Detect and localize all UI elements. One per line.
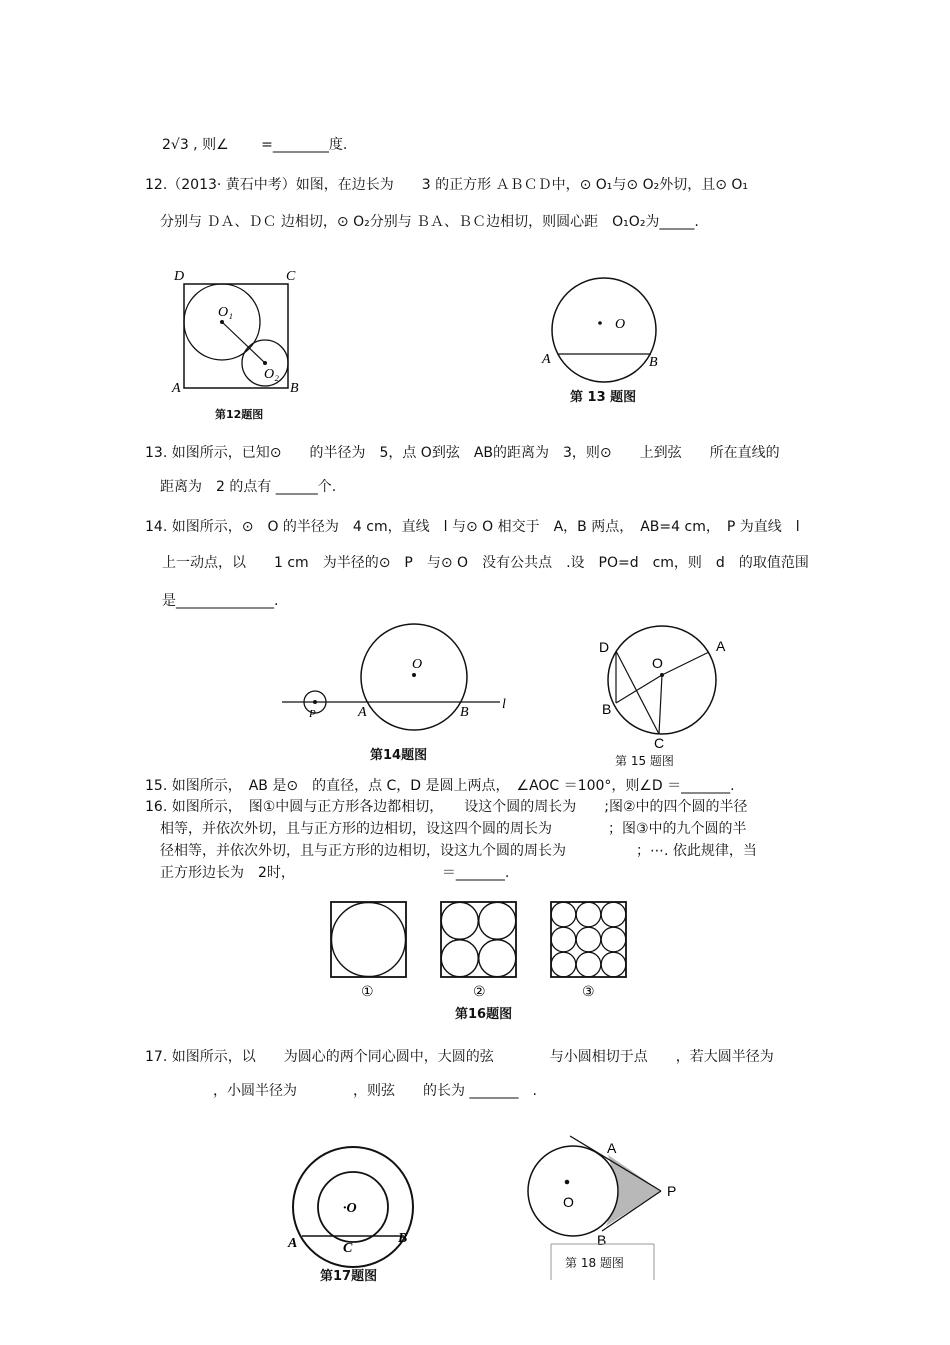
fig15-label-o: O	[652, 655, 663, 671]
fig16-label-1: ①	[361, 983, 374, 999]
fig12-label-c: C	[286, 269, 296, 284]
q16-line-4: 正方形边长为 2时， ＝_______.	[160, 865, 510, 881]
fig15-label-b: B	[602, 701, 612, 717]
fig14-caption: 第14题图	[370, 748, 428, 763]
fig12-caption: 第12题图	[215, 408, 264, 421]
fig16-label-3: ③	[582, 983, 595, 999]
fig12-label-d: D	[174, 269, 185, 284]
fig15-diagram	[592, 618, 732, 758]
fig16-label-2: ②	[473, 983, 486, 999]
q16-line-1: 16. 如图所示， 图①中圆与正方形各边都相切， 设这个圆的周长为 ;图②中的四个圆的半径	[145, 799, 748, 815]
fig15-caption: 第 15 题图	[615, 754, 674, 768]
fig14-label-l: l	[502, 697, 506, 712]
fig16-diagram	[325, 898, 635, 998]
q12-line-2: 分别与 ＤＡ、ＤＣ 边相切，⊙ O₂分别与 ＢＡ、ＢＣ边相切，则圆心距 O₁O₂为_____.	[160, 214, 699, 230]
fig17-label-a: A	[288, 1236, 298, 1251]
fig15-label-a: A	[716, 638, 726, 654]
fig12-label-o1: O₁	[218, 305, 233, 320]
fig14-label-p: P	[309, 708, 316, 720]
fig15-label-c: C	[654, 735, 665, 751]
q17-line-2: ，小圆半径为 ，则弦 的长为 _______ .	[213, 1083, 537, 1099]
q16-line-2: 相等，并依次外切，且与正方形的边相切，设这四个圆的周长为 ；图③中的九个圆的半	[160, 821, 747, 837]
fig14-label-a: A	[358, 705, 367, 720]
q15-line: 15. 如图所示， AB 是⊙ 的直径，点 C，D 是圆上两点， ∠AOC ＝100°，则∠D ＝_______.	[145, 778, 735, 794]
fig13-label-o: O	[615, 317, 626, 332]
q11-tail-line: 2√3 , 则∠ =________度.	[162, 137, 348, 153]
q14-line-1: 14. 如图所示，⊙ O 的半径为 4 cm，直线 l 与⊙ O 相交于 A，B 两点， AB=4 cm， P 为直线 l	[145, 519, 800, 535]
q12-line-1: 12.（2013· 黄石中考）如图，在边长为 3 的正方形 ＡＢＣＤ中，⊙ O₁与⊙ O₂外切，且⊙ O₁	[145, 177, 749, 193]
fig13-label-b: B	[649, 355, 658, 370]
fig12-label-o2: O₂	[264, 367, 279, 382]
fig14-label-b: B	[460, 705, 469, 720]
fig14-label-o: O	[412, 657, 423, 672]
fig18-label-p: P	[667, 1183, 677, 1199]
fig13-diagram	[535, 270, 675, 380]
fig17-label-o: ·O	[343, 1201, 357, 1216]
q16-line-3: 径相等，并依次外切，且与正方形的边相切，设这九个圆的周长为 ；⋯. 依此规律，当	[160, 843, 757, 859]
q17-line-1: 17. 如图所示，以 为圆心的两个同心圆中，大圆的弦 与小圆相切于点 ，若大圆半径为	[145, 1049, 774, 1065]
fig18-label-a: A	[607, 1140, 617, 1156]
fig12-label-a: A	[172, 381, 181, 396]
fig17-caption: 第17题图	[320, 1269, 378, 1284]
q14-line-2: 上一动点，以 1 cm 为半径的⊙ P 与⊙ O 没有公共点 .设 PO=d cm，则 d 的取值范围	[162, 555, 809, 571]
fig17-diagram	[283, 1145, 423, 1275]
fig14-diagram	[278, 620, 518, 730]
fig13-label-a: A	[542, 352, 551, 367]
q13-line-2: 距离为 2 的点有 ______个.	[160, 479, 337, 495]
fig18-label-o: O	[563, 1194, 574, 1210]
fig12-label-b: B	[290, 381, 299, 396]
fig15-label-d: D	[599, 639, 610, 655]
fig13-caption: 第 13 题图	[570, 390, 637, 405]
q13-line-1: 13. 如图所示，已知⊙ 的半径为 5，点 O到弦 AB的距离为 3，则⊙ 上到弦 所在直线的	[145, 445, 780, 461]
fig17-label-c: C	[343, 1241, 353, 1256]
fig17-label-b: B	[398, 1231, 408, 1246]
fig18-label-b: B	[597, 1232, 607, 1248]
q14-line-3: 是______________.	[162, 593, 279, 609]
fig18-caption: 第 18 题图	[565, 1256, 624, 1270]
fig12-diagram	[160, 260, 320, 400]
fig16-caption: 第16题图	[455, 1007, 513, 1022]
